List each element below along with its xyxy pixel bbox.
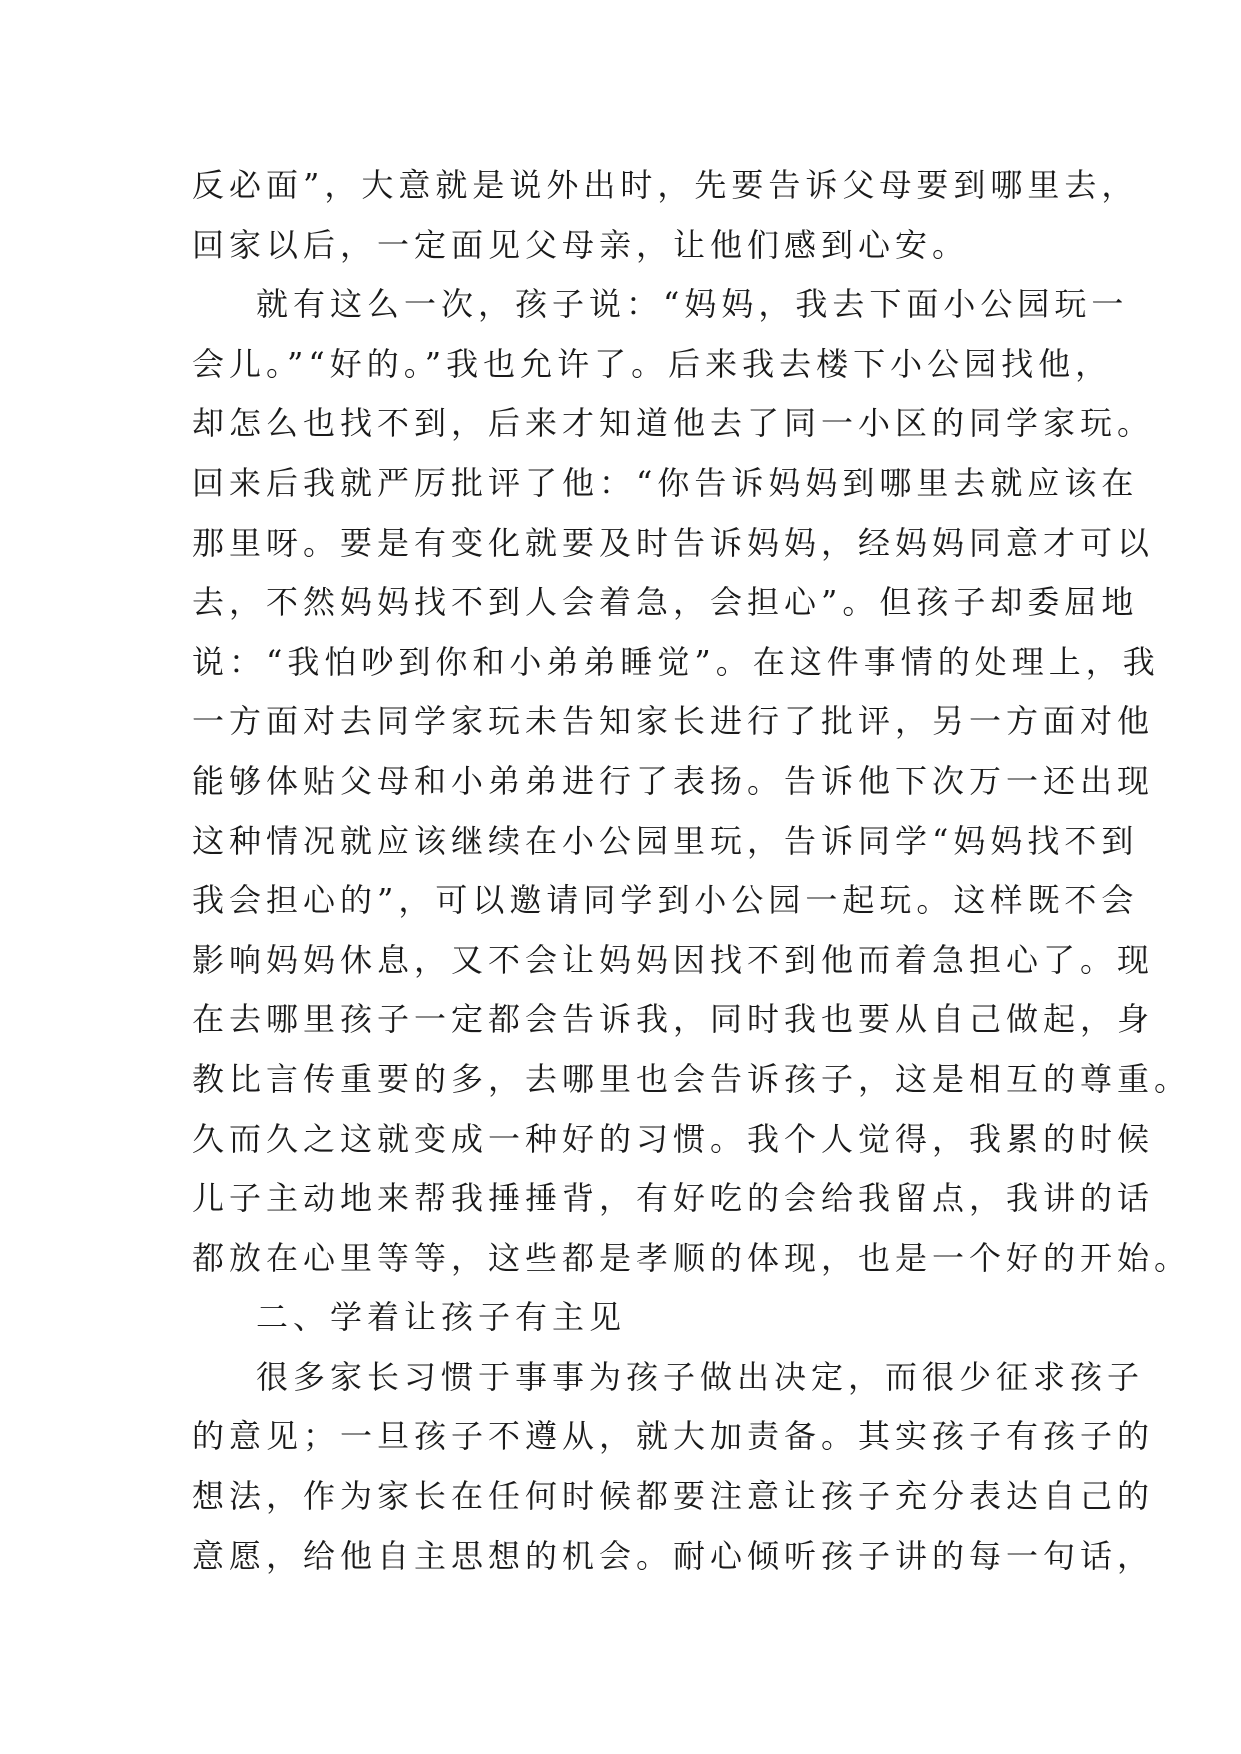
text-line: 回来后我就严厉批评了他：“你告诉妈妈到哪里去就应该在: [192, 463, 1139, 502]
body-text: [192, 156, 1192, 1586]
text-line: 那里呀。要是有变化就要及时告诉妈妈，经妈妈同意才可以: [192, 523, 1155, 562]
text-line: 回家以后，一定面见父母亲，让他们感到心安。: [192, 225, 970, 264]
text-line: 想法，作为家长在任何时候都要注意让孩子充分表达自己的: [192, 1477, 1155, 1516]
text-line: 这种情况就应该继续在小公园里玩，告诉同学“妈妈找不到: [192, 821, 1139, 860]
text-line: 一方面对去同学家玩未告知家长进行了批评，另一方面对他: [192, 702, 1155, 741]
text-line: 去，不然妈妈找不到人会着急，会担心”。但孩子却委屈地: [192, 583, 1139, 622]
text-line: 会儿。”“好的。”我也允许了。后来我去楼下小公园找他，: [192, 344, 1113, 383]
section-heading: 二、学着让孩子有主见: [256, 1298, 627, 1337]
text-line: 的意见；一旦孩子不遵从，就大加责备。其实孩子有孩子的: [192, 1417, 1155, 1456]
text-line: 在去哪里孩子一定都会告诉我，同时我也要从自己做起，身: [192, 1000, 1155, 1039]
text-line: 我会担心的”，可以邀请同学到小公园一起玩。这样既不会: [192, 881, 1139, 920]
text-line: 久而久之这就变成一种好的习惯。我个人觉得，我累的时候: [192, 1119, 1155, 1158]
text-line: 都放在心里等等，这些都是孝顺的体现，也是一个好的开始。: [192, 1238, 1192, 1277]
text-line: 反必面”，大意就是说外出时，先要告诉父母要到哪里去，: [192, 166, 1139, 204]
text-line: 却怎么也找不到，后来才知道他去了同一小区的同学家玩。: [192, 404, 1155, 443]
text-line: 就有这么一次，孩子说：“妈妈，我去下面小公园玩一: [256, 285, 1129, 324]
text-line: 能够体贴父母和小弟弟进行了表扬。告诉他下次万一还出现: [192, 761, 1155, 800]
text-line: 教比言传重要的多，去哪里也会告诉孩子，这是相互的尊重。: [192, 1059, 1192, 1098]
text-line: 很多家长习惯于事事为孩子做出决定，而很少征求孩子: [256, 1357, 1145, 1396]
text-line: 说：“我怕吵到你和小弟弟睡觉”。在这件事情的处理上，我: [192, 642, 1160, 681]
text-line: 意愿，给他自主思想的机会。耐心倾听孩子讲的每一句话，: [192, 1536, 1155, 1575]
text-line: 影响妈妈休息，又不会让妈妈因找不到他而着急担心了。现: [192, 940, 1155, 979]
text-line: 儿子主动地来帮我捶捶背，有好吃的会给我留点，我讲的话: [192, 1179, 1155, 1218]
